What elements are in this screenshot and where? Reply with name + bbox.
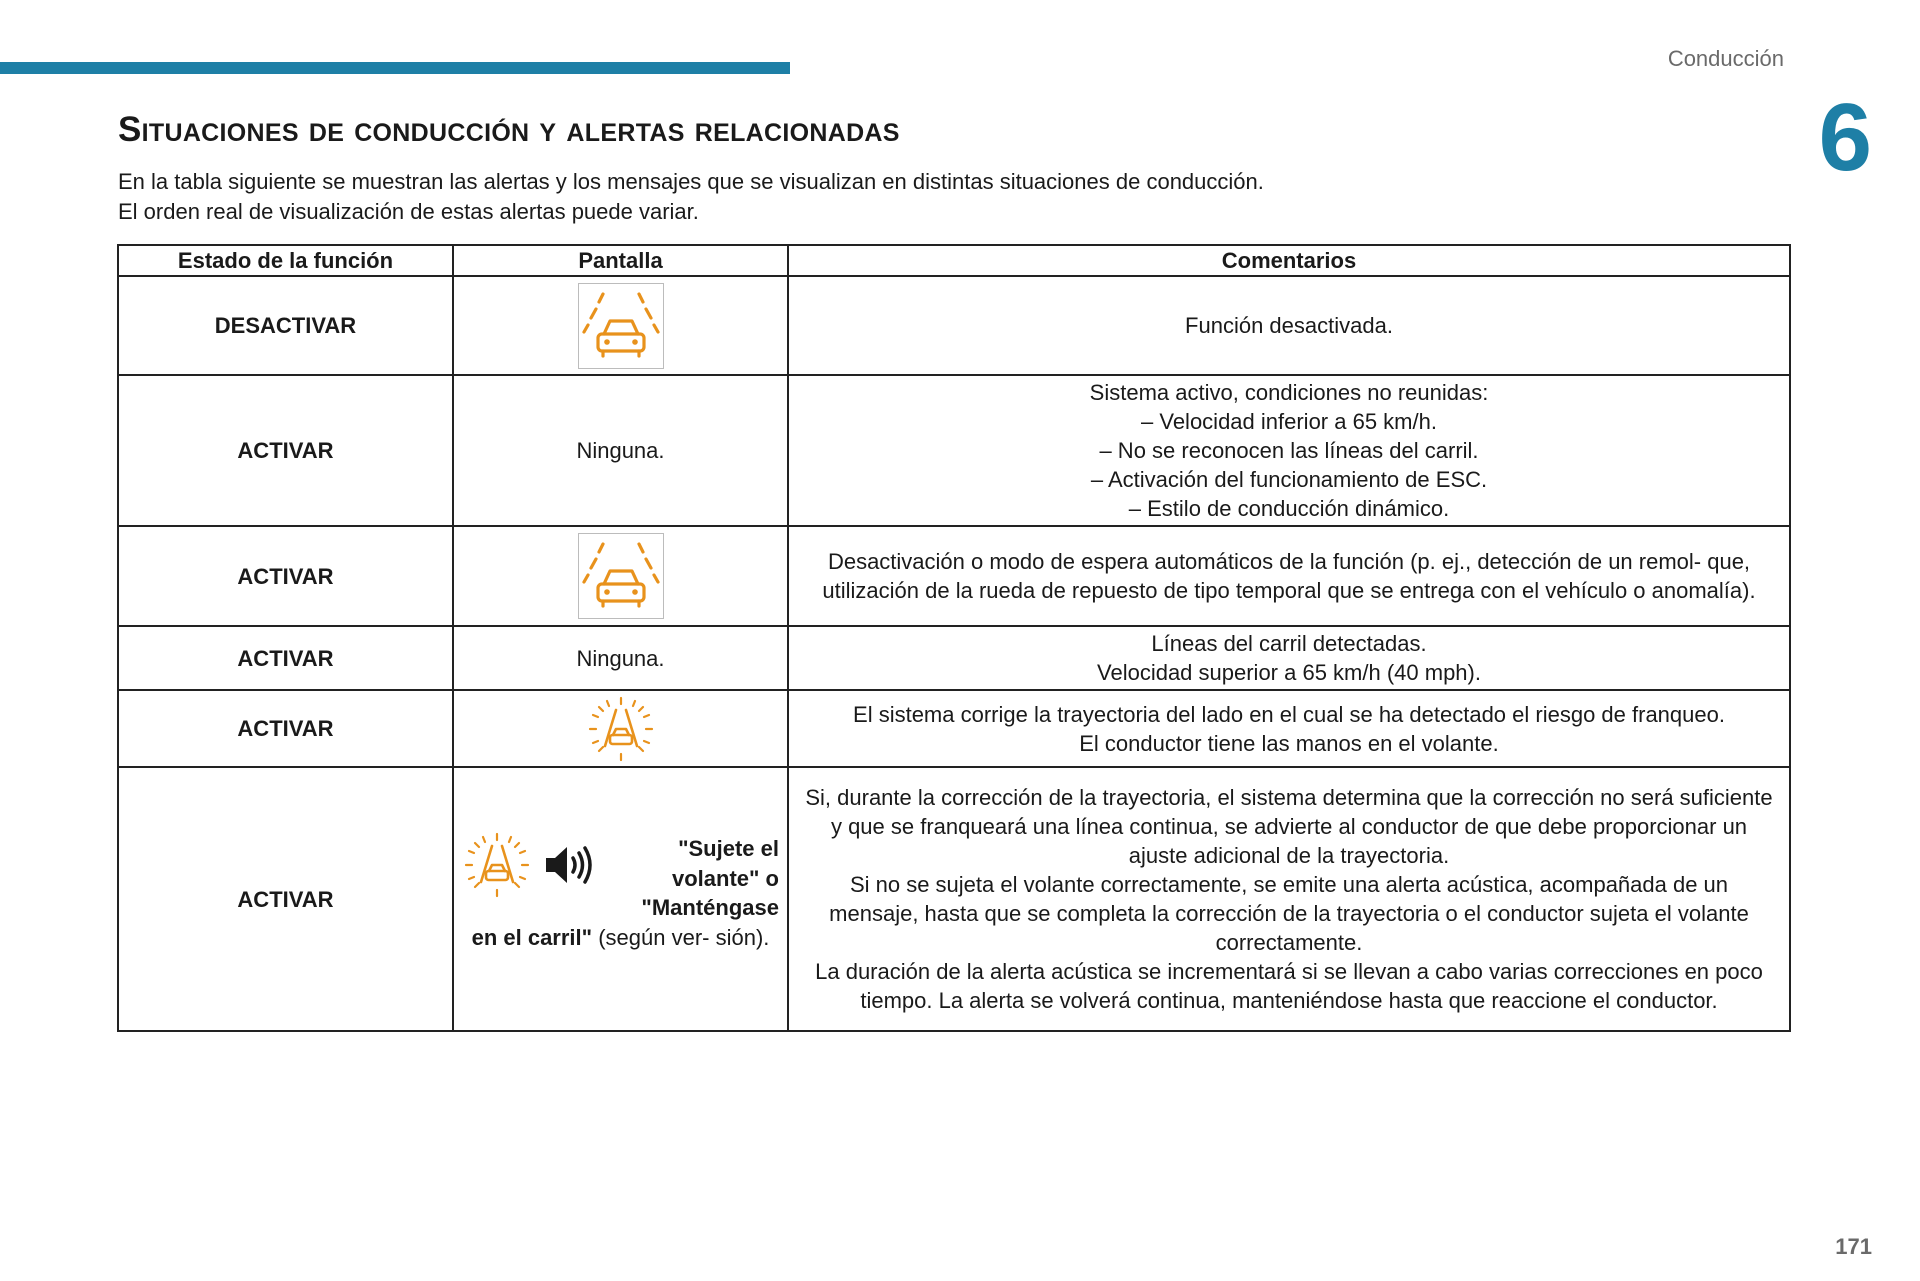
lane-assist-active-icon bbox=[588, 696, 654, 762]
lane-keeping-warning-icon bbox=[578, 283, 664, 369]
chapter-number: 6 bbox=[1818, 84, 1872, 191]
screen-cell bbox=[453, 526, 788, 626]
comments-cell: El sistema corrige la trayectoria del lado en el cual se ha detectado el riesgo de franqueo. El conductor tiene las manos en el volante. bbox=[788, 690, 1790, 767]
table-row bbox=[118, 526, 1790, 626]
table-header-row bbox=[118, 245, 1790, 276]
header-accent-bar bbox=[0, 62, 790, 74]
page-number: 171 bbox=[1835, 1234, 1872, 1259]
table-row bbox=[118, 626, 1790, 690]
function-state: ACTIVAR bbox=[118, 626, 453, 690]
column-header-screen: Pantalla bbox=[453, 245, 788, 276]
page-title: Situaciones de conducción y alertas relacionadas bbox=[118, 110, 900, 149]
function-state: DESACTIVAR bbox=[118, 276, 453, 375]
comments-cell: Sistema activo, condiciones no reunidas: – Velocidad inferior a 65 km/h. – No se reconocen las líneas del carril. – Activación del funcionamiento de ESC. – Estilo de conducción dinámico. bbox=[788, 375, 1790, 526]
intro-text bbox=[118, 167, 1264, 227]
screen-cell bbox=[453, 767, 788, 1031]
table-row bbox=[118, 276, 1790, 375]
screen-cell: Ninguna. bbox=[453, 375, 788, 526]
screen-cell bbox=[453, 690, 788, 767]
screen-cell: Ninguna. bbox=[453, 626, 788, 690]
comments-cell: Función desactivada. bbox=[788, 276, 1790, 375]
intro-line: El orden real de visualización de estas alertas puede variar. bbox=[118, 199, 699, 224]
section-name: Conducción bbox=[1667, 46, 1784, 71]
alerts-table bbox=[117, 244, 1791, 1032]
comments-cell: Si, durante la corrección de la trayectoria, el sistema determina que la corrección no será suficiente y que se franqueará una línea continua, se advierte al conductor de que debe proporcionar un ajuste adicional de la trayectoria. Si no se sujeta el volante correctamente, se emite una alerta acústica, acompañada de un mensaje, hasta que se completa la corrección de la trayectoria o el conductor sujeta el volante correctamente. La duración de la alerta acústica se incrementará si se llevan a cabo varias correcciones en poco tiempo. La alerta se volverá continua, manteniéndose hasta que reaccione el conductor. bbox=[788, 767, 1790, 1031]
driver-message: "Sujete el volante" o "Manténgase en el carril" (según ver- sión). bbox=[471, 836, 779, 950]
column-header-comments: Comentarios bbox=[788, 245, 1790, 276]
function-state: ACTIVAR bbox=[118, 767, 453, 1031]
table-row bbox=[118, 375, 1790, 526]
column-header-state: Estado de la función bbox=[118, 245, 453, 276]
lane-keeping-warning-icon bbox=[578, 533, 664, 619]
function-state: ACTIVAR bbox=[118, 526, 453, 626]
comments-cell: Desactivación o modo de espera automáticos de la función (p. ej., detección de un remol- que, utilización de la rueda de repuesto de tipo temporal que se entrega con el vehículo o anomalía). bbox=[788, 526, 1790, 626]
intro-line: En la tabla siguiente se muestran las alertas y los mensajes que se visualizan en distintas situaciones de conducción. bbox=[118, 169, 1264, 194]
function-state: ACTIVAR bbox=[118, 690, 453, 767]
comments-cell: Líneas del carril detectadas. Velocidad superior a 65 km/h (40 mph). bbox=[788, 626, 1790, 690]
table-row bbox=[118, 690, 1790, 767]
table-row bbox=[118, 767, 1790, 1031]
function-state: ACTIVAR bbox=[118, 375, 453, 526]
screen-cell bbox=[453, 276, 788, 375]
